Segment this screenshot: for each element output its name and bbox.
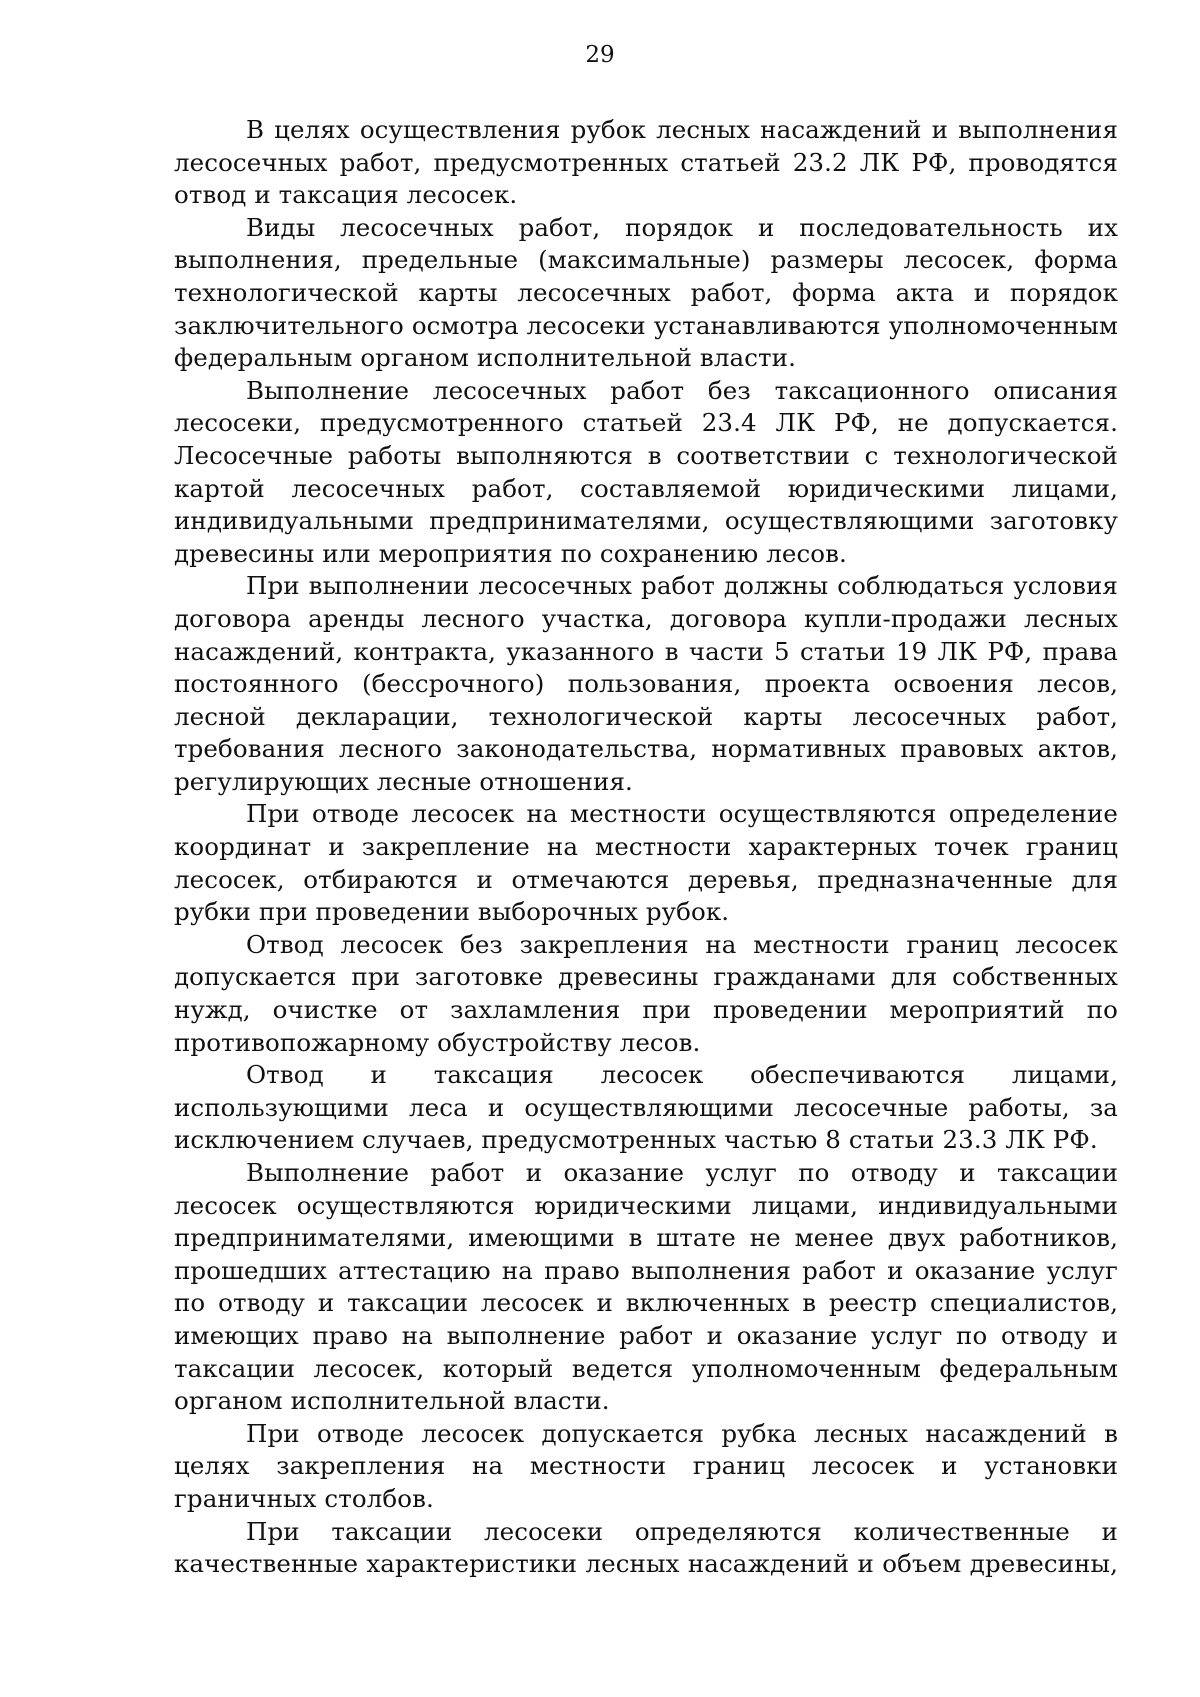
document-body [174, 114, 1118, 1581]
paragraph: При отводе лесосек допускается рубка лесных насаждений в целях закрепления на местности границ лесосек и установки граничных столбов. [174, 1418, 1118, 1513]
paragraph: Отвод и таксация лесосек обеспечиваются лицами, использующими леса и осуществляющими лесосечные работы, за исключением случаев, предусмотренных частью 8 статьи 23.3 ЛК РФ. [174, 1060, 1118, 1155]
paragraph: При таксации лесосеки определяются количественные и качественные характеристики лесных насаждений и объем древесины, [174, 1516, 1118, 1579]
paragraph: При отводе лесосек на местности осуществляются определение координат и закрепление на местности характерных точек границ лесосек, отбираются и отмечаются деревья, предназначенные для рубки при проведении выборочных рубок. [174, 799, 1118, 927]
paragraph: При выполнении лесосечных работ должны соблюдаться условия договора аренды лесного участка, договора купли-продажи лесных насаждений, контракта, указанного в части 5 статьи 19 ЛК РФ, права постоянного (бессрочного) пользования, проекта освоения лесов, лесной декларации, технологической карты лесосечных работ, требования лесного законодательства, нормативных правовых актов, регулирующих лесные отношения. [174, 571, 1118, 796]
paragraph: Выполнение работ и оказание услуг по отводу и таксации лесосек осуществляются юридическими лицами, индивидуальными предпринимателями, имеющими в штате не менее двух работников, прошедших аттестацию на право выполнения работ и оказание услуг по отводу и таксации лесосек и включенных в реестр специалистов, имеющих право на выполнение работ и оказание услуг по отводу и таксации лесосек, который ведется уполномоченным федеральным органом исполнительной власти. [174, 1158, 1118, 1416]
paragraph: Отвод лесосек без закрепления на местности границ лесосек допускается при заготовке древесины гражданами для собственных нужд, очистке от захламления при проведении мероприятий по противопожарному обустройству лесов. [174, 929, 1118, 1057]
paragraph: Виды лесосечных работ, порядок и последовательность их выполнения, предельные (максимальные) размеры лесосек, форма технологической карты лесосечных работ, форма акта и порядок заключительного осмотра лесосеки устанавливаются уполномоченным федеральным органом исполнительной власти. [174, 212, 1118, 373]
paragraph: Выполнение лесосечных работ без таксационного описания лесосеки, предусмотренного статьей 23.4 ЛК РФ, не допускается. Лесосечные работы выполняются в соответствии с технологической картой лесосечных работ, составляемой юридическими лицами, индивидуальными предпринимателями, осуществляющими заготовку древесины или мероприятия по сохранению лесов. [174, 375, 1118, 568]
paragraph: В целях осуществления рубок лесных насаждений и выполнения лесосечных работ, предусмотренных статьей 23.2 ЛК РФ, проводятся отвод и таксация лесосек. [174, 115, 1118, 210]
page-number: 29 [585, 42, 615, 68]
